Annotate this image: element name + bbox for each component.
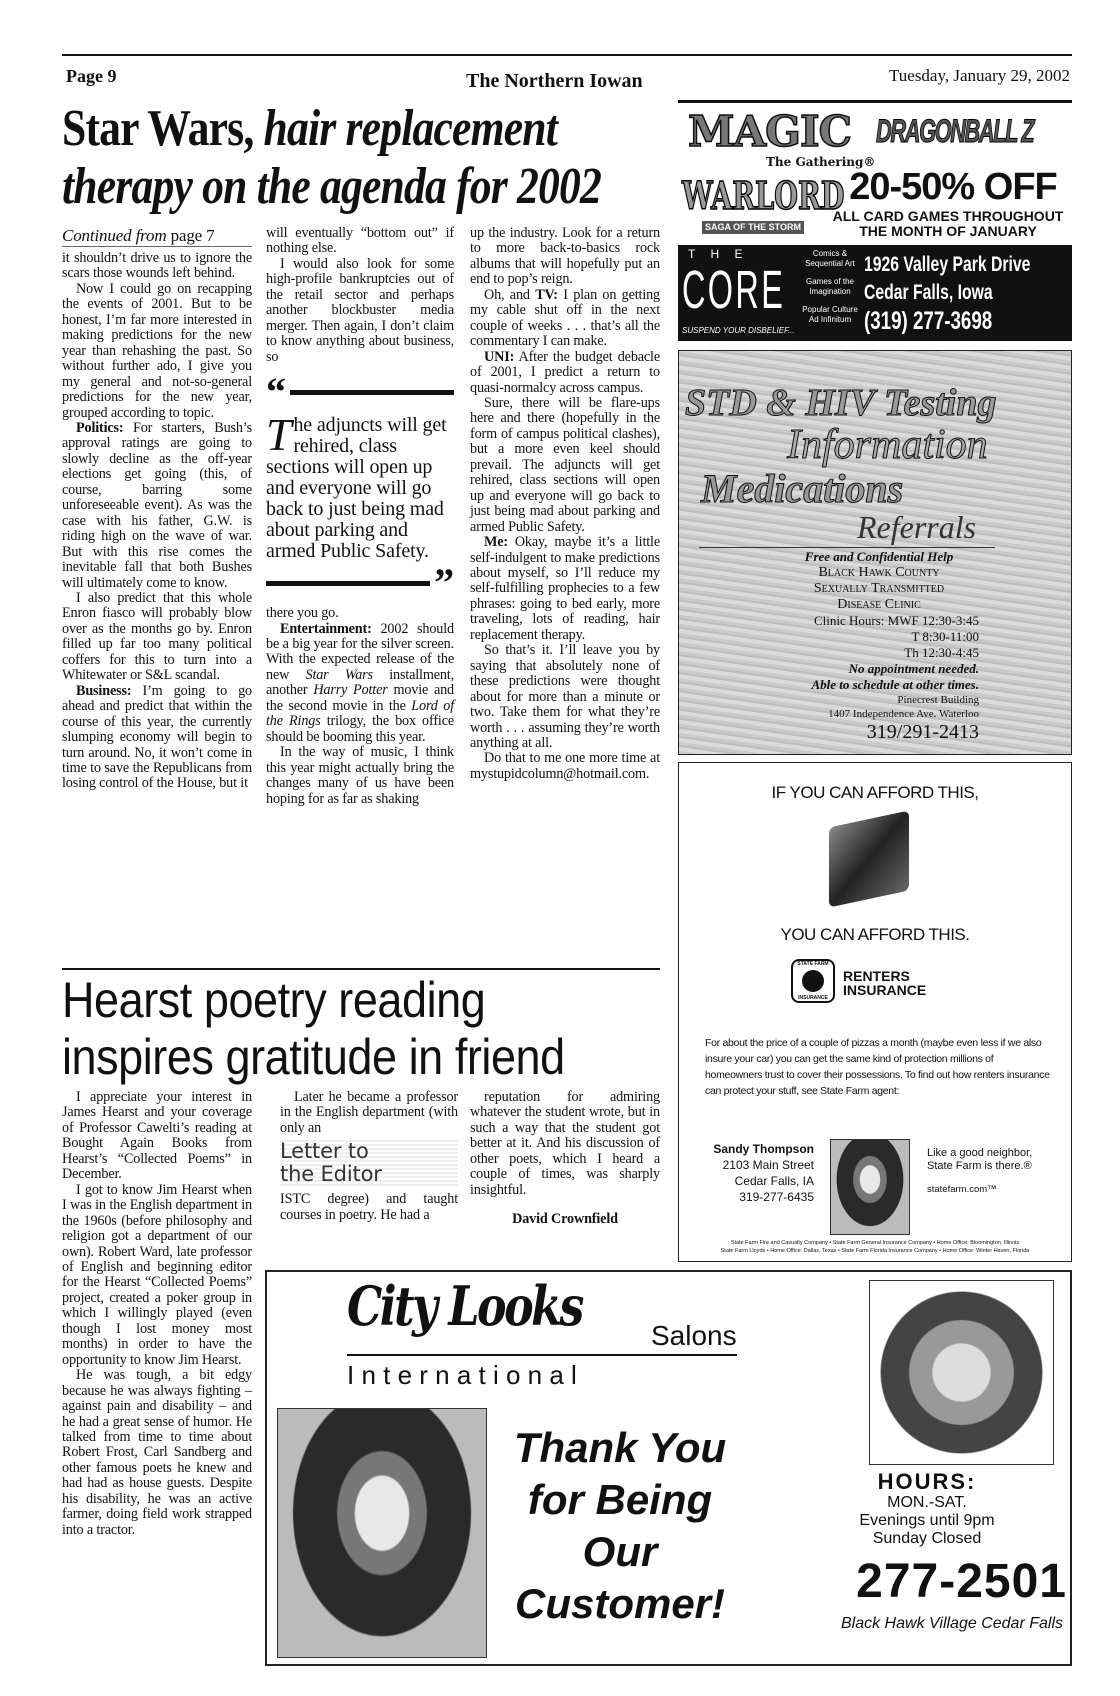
store-city: Cedar Falls, Iowa <box>864 281 993 304</box>
topic-label: Politics: <box>76 419 124 436</box>
topic-label: Business: <box>76 682 132 699</box>
topic-label: Entertainment: <box>280 620 372 637</box>
headline-line: inspires gratitude in friend <box>62 1029 565 1085</box>
letter-signature: David Crownfield <box>512 1211 618 1228</box>
state-farm-ad <box>678 762 1072 1262</box>
pullquote-text: he adjuncts will get rehired, class sections will open up and everyone will go back to just being mad about parking and armed Public Safety. <box>266 414 447 563</box>
store-tagline: SUSPEND YOUR DISBELIEF... <box>682 326 795 335</box>
paragraph: Sure, there will be flare-ups here and there (hopefully in the form of campus political clashes), but a more even keel should prevail. The adjuncts will get rehired, class sections will open up and everyone will go back to just being mad about parking and armed Public Safety. <box>470 394 660 535</box>
text: State Farm Lloyds • Home Office: Dallas, Texas • State Farm Florida Insurance Company • Home Office: Winter Haven, Florida <box>720 1248 1030 1254</box>
pullquote-rule <box>290 390 454 395</box>
text: No appointment needed. <box>848 661 979 676</box>
title: Harry Potter <box>313 682 388 699</box>
slogan <box>927 1147 1057 1196</box>
paragraph: I also predict that this whole Enron fiasco will probably blow over as the months go by. Enron filled up far too many political coffers for this to turn into a Whitewater or S&L scandal. <box>62 589 252 684</box>
store-contact <box>864 251 1030 335</box>
letter-to-editor-logo <box>280 1140 458 1186</box>
the-core-banner <box>678 245 1072 341</box>
paragraph: I plan on getting my cable shut off in the next couple of weeks . . . that’s all the commentary I can make. <box>470 286 660 350</box>
close-quote-icon: ” <box>434 560 454 606</box>
text: ALL CARD GAMES THROUGHOUT <box>832 208 1064 224</box>
title: Star Wars <box>305 666 373 683</box>
paragraph: reputation for admiring whatever the student wrote, but in such a way that the student got better at it. And his discussion of other poets, which I heard a couple of times, was sharply insightful. <box>470 1089 660 1198</box>
letter-column-2 <box>280 1090 458 1223</box>
topic-label: Me: <box>484 534 508 551</box>
text: for Being <box>527 1476 713 1523</box>
headline-part: Star Wars, <box>62 100 254 157</box>
city-looks-logo: City Looks <box>347 1274 582 1338</box>
ad-heading: Medications <box>701 466 904 511</box>
hours-line: Evenings until 9pm <box>859 1512 995 1529</box>
thank-you-message <box>495 1422 745 1630</box>
store-name: CORE <box>682 260 786 320</box>
agent-photo <box>830 1139 910 1235</box>
headline-part: therapy on the agenda for 2002 <box>62 158 602 215</box>
agent-info <box>699 1141 814 1205</box>
text: State Farm Fire and Casualty Company • State Farm General Insurance Company • Home Office: Bloomington, Illinois <box>730 1240 1020 1246</box>
ad-heading: STD & HIV Testing <box>685 382 997 424</box>
text: Oh, and <box>484 286 536 303</box>
headline-part: hair replacement <box>263 100 558 157</box>
warlord-logo: WARLORD <box>682 173 845 218</box>
letter-headline <box>62 972 565 1086</box>
salon-phone: 277-2501 <box>856 1555 1067 1608</box>
article-column-2 <box>266 226 454 807</box>
pizza-box-image <box>829 810 909 907</box>
ad-heading: Information <box>787 422 988 468</box>
text: movie and the second movie in the <box>266 682 455 714</box>
paragraph: I got to know Jim Hearst when I was in the English department in the 1960s (before philosophy and religion got a department of our own). Robert Ward, late professor of English and beginning editor for the Hearst “Collected Poems” project, created a poker group in which I willingly played (even though I lost money most months) in order to have the opportunity to know Jim Hearst. <box>62 1181 252 1368</box>
text: trilogy, the box office should be booming this year. <box>266 713 454 745</box>
paragraph <box>266 622 454 746</box>
paragraph: In the way of music, I think this year might actually bring the changes many of us have been hoping for as far as shaking <box>266 744 454 807</box>
paragraph: After the budget debacle of 2001, I predict a return to quasi-normalcy across campus. <box>470 348 660 396</box>
store-address: 1926 Valley Park Drive <box>864 253 1031 276</box>
text: installment, another <box>266 666 454 699</box>
hours-line: Sunday Closed <box>872 1530 982 1547</box>
service-item: Popular Culture Ad Infinitum <box>802 305 858 324</box>
text: Thank You <box>513 1424 727 1471</box>
fine-print <box>679 1239 1071 1255</box>
agent-name: Sandy Thompson <box>713 1142 814 1156</box>
section-rule <box>62 968 660 970</box>
paragraph: I appreciate your interest in James Hearst and your coverage of Professor Cawelti’s reading at Bought Again Books from Hearst’s “Collected Poems” in December. <box>62 1089 252 1183</box>
clinic-hours: Clinic Hours: MWF 12:30-3:45 <box>813 613 979 628</box>
paragraph: Okay, maybe it’s a little self-indulgent to make predictions about myself, so I’ll reduce my self-fulfilling prophecies to a few phrases: going to bed early, more traveling, lots of reading, hair replacement therapy. <box>470 534 660 643</box>
salon-location: Black Hawk Village Cedar Falls <box>840 1615 1063 1632</box>
paragraph: Now I could go on recapping the events of 2001. But to be honest, I’m far more interested in making predictions for the new year than rehashing the past. So without further ado, I give you my general and not-so-general predictions for the new year, grouped according to topic. <box>62 280 252 421</box>
magic-logo-sub: The Gathering® <box>766 155 876 169</box>
ad-heading: YOU CAN AFFORD THIS. <box>780 925 970 944</box>
drop-cap: T <box>266 409 292 461</box>
paragraph: He was tough, a bit edgy because he was always fighting – against pain and disability – and he had a great sense of humor. He talked from time to time about Robert Frost, Carl Sandberg and other famous poets he knew and had had as house guests. Despite his disability, he was an active farmer, doing field work strapped into a tractor. <box>62 1367 252 1538</box>
city-looks-ad <box>265 1270 1072 1666</box>
letter-column-3 <box>470 1090 660 1228</box>
logo-text: the Editor <box>280 1162 382 1187</box>
email-link[interactable]: Do that to me one more time at mystupidcolumn@hotmail.com. <box>470 750 660 782</box>
text: RENTERS <box>843 968 910 984</box>
salons-text: Salons <box>651 1320 737 1351</box>
agent-phone: 319-277-6435 <box>739 1190 814 1204</box>
text: 2002 should be a big year for the silver screen. With the expected release of the new <box>266 620 454 683</box>
website: statefarm.com™ <box>927 1184 997 1195</box>
issue-date: Tuesday, January 29, 2002 <box>888 66 1070 85</box>
ad-heading: Referrals <box>857 509 977 545</box>
services-list <box>800 249 860 325</box>
service-item: Games of the Imagination <box>805 277 855 296</box>
paragraph: Later he became a professor in the English department (with only an <box>280 1089 458 1136</box>
text: Free and Confidential Help <box>804 549 954 564</box>
top-rule <box>62 54 1072 56</box>
dragonball-z-logo: DRAGONBALL Z <box>876 113 1034 149</box>
hours-label: HOURS: <box>877 1469 977 1494</box>
std-testing-ad <box>678 350 1072 755</box>
article-headline <box>62 100 601 216</box>
magic-logo: MAGIC <box>688 107 852 156</box>
page-number: Page 9 <box>66 66 117 86</box>
discount-subtext <box>828 209 1068 239</box>
card-games-ad <box>678 100 1072 342</box>
letter-column-1 <box>62 1090 252 1538</box>
logo-text: Letter to <box>280 1139 369 1164</box>
pull-quote <box>266 369 454 606</box>
open-quote-icon: “ <box>266 369 286 415</box>
divider <box>699 547 995 548</box>
discount-text: 20-50% OFF <box>849 166 1057 208</box>
article-column-3 <box>470 226 660 782</box>
paragraph: I’m going to go ahead and predict that within the course of this year, the currently slumping economy will begin to turn around. No, it won’t come in time to save the Republicans from losing control of the House, but it <box>62 682 252 792</box>
hours-line: MON.-SAT. <box>887 1494 967 1511</box>
article-column-1 <box>62 226 252 792</box>
paragraph: So that’s it. I’ll leave you by saying that absolutely none of these predictions were thought about for more than a minute or two. Take them for what they’re worth . . . assuming they’re worth anything at all. <box>470 642 660 751</box>
topic-label: UNI: <box>484 348 515 365</box>
text: Customer! <box>514 1580 726 1627</box>
service-item: Comics & Sequential Art <box>805 249 855 268</box>
paragraph: will eventually “bottom out” if nothing else. <box>266 225 454 257</box>
continued-page-link[interactable]: page 7 <box>170 226 215 245</box>
clinic-address: 1407 Independence Ave. Waterloo <box>828 708 979 720</box>
paragraph: ISTC degree) and taught courses in poetry. He had a <box>280 1191 458 1223</box>
store-the: T H E <box>688 247 749 261</box>
clinic-name: Black Hawk County <box>818 565 940 580</box>
continued-from <box>62 226 252 247</box>
pullquote-rule <box>266 581 430 586</box>
store-phone: (319) 277-3698 <box>864 307 993 335</box>
state-farm-logo <box>791 959 835 1003</box>
ad-heading: IF YOU CAN AFFORD THIS, <box>771 783 979 802</box>
paragraph: I would also look for some high-profile bankruptcies out of the retail sector and perhaps another blockbuster media merger. Then again, I don’t claim to know anything about business, so <box>266 255 454 365</box>
clinic-phone: 319/291-2413 <box>866 721 979 743</box>
model-photo <box>869 1280 1054 1465</box>
ad-body: For about the price of a couple of pizzas a month (maybe even less if we also insure your car) you can get the same kind of protection millions of homeowners trust to cover their possessions. To find out how renters insurance can protect your stuff, see State Farm agent: <box>705 1037 1050 1097</box>
paragraph: up the industry. Look for a return to more back-to-basics rock albums that will hopefully put an end to pop’s reign. <box>470 225 660 288</box>
agent-address: 2103 Main Street <box>722 1158 814 1172</box>
clinic-info <box>779 549 979 743</box>
title: Lord of the Rings <box>266 697 455 730</box>
text: Able to schedule at other times. <box>811 677 979 692</box>
logo-rule <box>347 1354 737 1356</box>
text: THE MONTH OF JANUARY <box>859 223 1037 239</box>
clinic-building: Pinecrest Building <box>897 694 979 706</box>
logo-emblem <box>802 970 824 992</box>
clinic-hours: Th 12:30-4:45 <box>904 645 979 660</box>
newspaper-name: The Northern Iowan <box>466 70 643 92</box>
warlord-logo-sub: SAGA OF THE STORM <box>702 221 804 234</box>
text: Our <box>582 1528 658 1575</box>
logo-text: STATE FARM <box>797 961 829 967</box>
headline-line: Hearst poetry reading <box>62 972 486 1028</box>
salon-hours <box>787 1470 1067 1548</box>
text: INSURANCE <box>843 982 927 998</box>
agent-city: Cedar Falls, IA <box>734 1174 814 1188</box>
logo-text: INSURANCE <box>798 995 828 1001</box>
topic-label: TV: <box>535 286 558 303</box>
clinic-name: Disease Clinic <box>837 597 921 612</box>
paragraph: there you go. <box>266 605 339 622</box>
clinic-name: Sexually Transmitted <box>813 581 945 596</box>
clinic-hours: T 8:30-11:00 <box>911 629 979 644</box>
international-text: I n t e r n a t i o n a l <box>347 1360 577 1390</box>
product-name <box>843 969 926 997</box>
model-photo <box>277 1408 487 1658</box>
continued-label: Continued from <box>62 226 167 245</box>
paragraph: For starters, Bush’s approval ratings are going to slowly decline as the off-year elections get going (this, of course, barring some unforeseeable event). As was the case with his father, G.W. is riding high on the wave of war. But with this rise comes the inevitable fall that both Bushes will ultimately come to know. <box>62 419 252 591</box>
text: Like a good neighbor, State Farm is there.® <box>927 1147 1033 1172</box>
paragraph: it shouldn’t drive us to ignore the scars those wounds left behind. <box>62 250 252 282</box>
